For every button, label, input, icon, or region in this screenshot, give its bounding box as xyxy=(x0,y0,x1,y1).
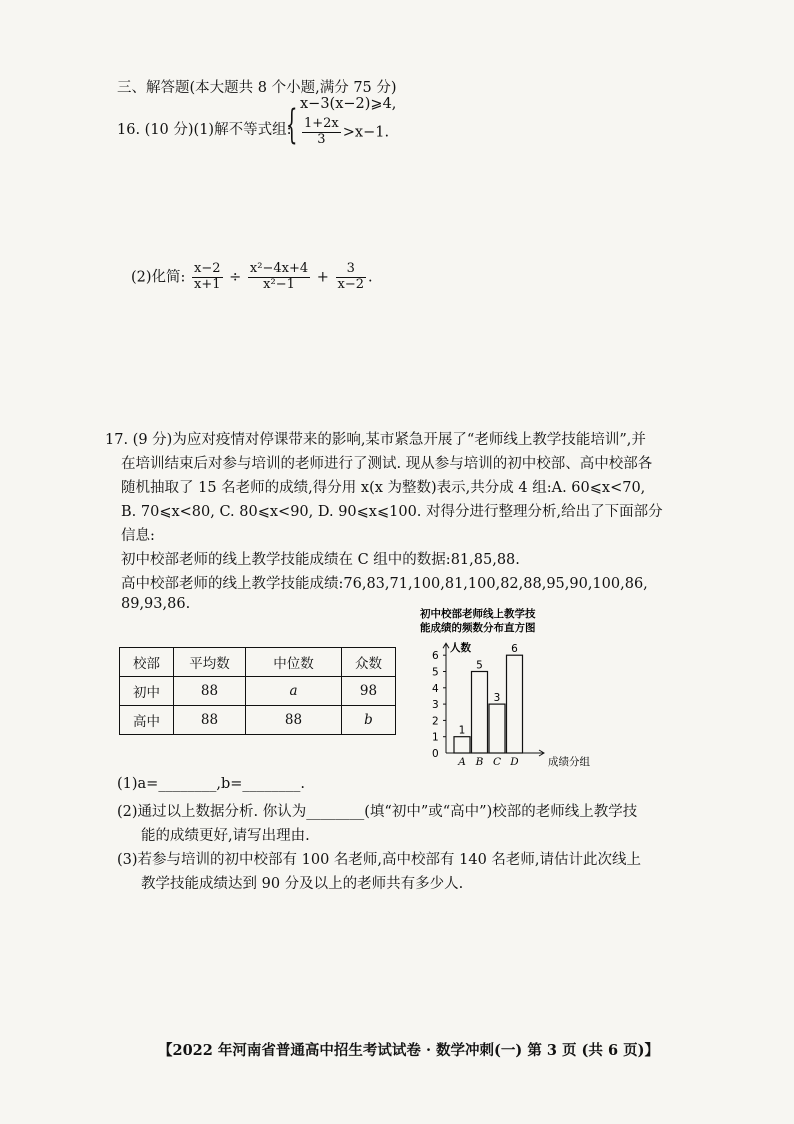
x-tick-label: D xyxy=(510,756,519,768)
histogram-bar xyxy=(454,737,470,753)
ineq2-numerator: 1+2x xyxy=(304,116,339,131)
q16-part2-label: (2)化简: xyxy=(131,269,186,286)
score-table xyxy=(119,647,396,735)
y-tick-label: 0 xyxy=(432,748,439,760)
section-title: 三、解答题(本大题共 8 个小题,满分 75 分) xyxy=(117,80,397,96)
table-cell: 98 xyxy=(342,677,396,706)
y-tick-label: 2 xyxy=(432,715,439,728)
q17-line-4: B. 70⩽x<80, C. 80⩽x<90, D. 90⩽x⩽100. 对得分进行整理分析,给出了下面部分 xyxy=(121,504,663,520)
table-cell: 初中 xyxy=(120,677,174,706)
y-axis-label: 人数 xyxy=(450,642,471,655)
q16-inequality-1: x−3(x−2)⩾4, xyxy=(300,96,397,112)
histogram-bar xyxy=(472,672,488,754)
frac2-denominator: x²−1 xyxy=(263,276,295,292)
frac2-numerator: x²−4x+4 xyxy=(249,261,309,276)
bar-data-label: 5 xyxy=(476,659,483,672)
table-row xyxy=(120,706,396,735)
q16-inequality-2 xyxy=(300,117,389,148)
q17-line-6: 初中校部老师的线上教学技能成绩在 C 组中的数据:81,85,88. xyxy=(121,552,520,568)
table-header-row xyxy=(120,648,396,677)
frac3-denominator: x−2 xyxy=(337,276,364,292)
table-cell: 高中 xyxy=(120,706,174,735)
table-header-cell: 校部 xyxy=(120,648,174,677)
table-header-cell: 中位数 xyxy=(246,648,342,677)
expr-end: . xyxy=(368,269,373,286)
y-tick-label: 3 xyxy=(432,699,439,712)
x-axis-label: 成绩分组 xyxy=(548,756,590,768)
q16-intro: 16. (10 分)(1)解不等式组: xyxy=(117,122,292,138)
histogram-bar xyxy=(507,655,523,753)
frac1-numerator: x−2 xyxy=(194,261,221,276)
y-tick-label: 6 xyxy=(432,650,439,663)
q17-line-8: 89,93,86. xyxy=(121,596,191,612)
q17-sub-2-line-2: 能的成绩更好,请写出理由. xyxy=(141,828,310,844)
q17-line-3: 随机抽取了 15 名老师的成绩,得分用 x(x 为整数)表示,共分成 4 组:A. 60⩽x<70, xyxy=(121,480,646,496)
y-tick-label: 1 xyxy=(432,731,439,744)
q17-line-5: 信息: xyxy=(121,528,155,544)
bar-data-label: 3 xyxy=(493,692,501,705)
table-cell: 88 xyxy=(246,706,342,735)
y-tick-label: 4 xyxy=(432,682,439,695)
y-tick-label: 5 xyxy=(432,666,439,679)
frac1-denominator: x+1 xyxy=(194,276,221,292)
ineq2-rest: >x−1. xyxy=(342,124,390,141)
x-tick-label: A xyxy=(458,756,466,768)
page-footer: 【2022 年河南省普通高中招生考试试卷 · 数学冲刺(一) 第 3 页 (共 6 页)】 xyxy=(158,1042,659,1059)
table-cell: b xyxy=(342,706,396,735)
q17-sub-3-line-1: (3)若参与培训的初中校部有 100 名老师,高中校部有 140 名老师,请估计此次线上 xyxy=(117,852,642,868)
frac3-numerator: 3 xyxy=(336,262,367,278)
q17-line-1: 17. (9 分)为应对疫情对停课带来的影响,某市紧急开展了“老师线上教学技能培训”,并 xyxy=(105,432,646,448)
q17-line-7: 高中校部老师的线上教学技能成绩:76,83,71,100,81,100,82,88,95,90,100,86, xyxy=(121,576,648,592)
divide-sign: ÷ xyxy=(229,269,242,286)
table-row xyxy=(120,677,396,706)
histogram-chart xyxy=(412,603,602,768)
chart-title-line-2: 能成绩的频数分布直方图 xyxy=(420,622,536,634)
table-header-cell: 平均数 xyxy=(174,648,246,677)
q17-sub-2-line-1: (2)通过以上数据分析. 你认为________(填“初中”或“高中”)校部的老师线上教学技 xyxy=(117,804,638,820)
histogram-bar xyxy=(489,704,505,753)
table-cell: 88 xyxy=(174,677,246,706)
bar-data-label: 6 xyxy=(511,643,518,656)
chart-title-line-1: 初中校部老师线上教学技 xyxy=(420,608,536,620)
table-header-cell: 众数 xyxy=(342,648,396,677)
q17-sub-3-line-2: 教学技能成绩达到 90 分及以上的老师共有多少人. xyxy=(141,876,464,892)
ineq2-denominator: 3 xyxy=(317,131,326,147)
x-tick-label: C xyxy=(492,756,502,768)
brace-symbol: { xyxy=(286,102,298,148)
q16-part2 xyxy=(131,262,373,293)
plus-sign: + xyxy=(316,269,329,286)
q17-sub-1: (1)a=________,b=________. xyxy=(117,776,305,792)
bar-data-label: 1 xyxy=(458,724,466,737)
q17-line-2: 在培训结束后对参与培训的老师进行了测试. 现从参与培训的初中校部、高中校部各 xyxy=(121,456,653,472)
table-cell: 88 xyxy=(174,706,246,735)
table-cell: a xyxy=(246,677,342,706)
x-tick-label: B xyxy=(475,756,484,768)
